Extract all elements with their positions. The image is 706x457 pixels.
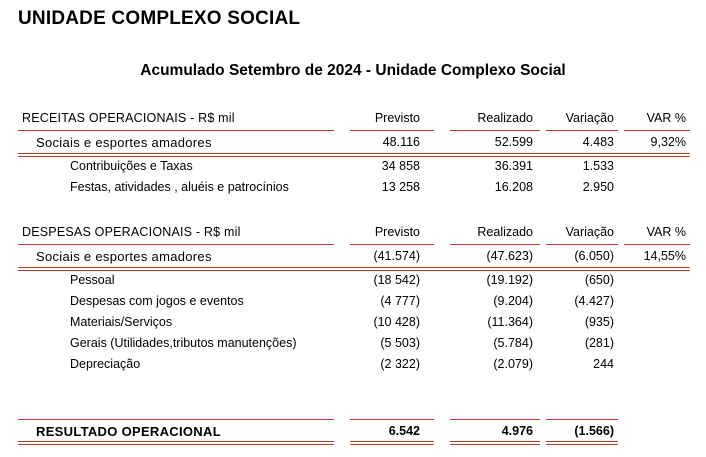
page-title: UNIDADE COMPLEXO SOCIAL xyxy=(18,8,301,29)
receitas-header-row xyxy=(0,111,706,129)
table-row xyxy=(0,315,706,333)
result-top-rule xyxy=(18,419,334,420)
previsto-value: 48.116 xyxy=(382,135,420,149)
variacao-value: 2.950 xyxy=(582,180,614,194)
result-top-rule xyxy=(350,419,434,420)
realizado-value: (2.079) xyxy=(493,357,533,371)
column-header-variacao: Variação xyxy=(565,225,614,239)
result-bottom-rule xyxy=(450,441,540,442)
result-bottom-rule xyxy=(350,444,434,445)
previsto-value: (41.574) xyxy=(373,249,420,263)
previsto-value: 6.542 xyxy=(388,424,420,438)
realizado-value: (11.364) xyxy=(487,315,533,329)
result-top-rule xyxy=(546,419,618,420)
despesas-section-title: DESPESAS OPERACIONAIS - R$ mil xyxy=(22,225,241,239)
table-row xyxy=(0,159,706,177)
header-rule xyxy=(18,244,334,245)
row-label: Contribuições e Taxas xyxy=(70,159,193,173)
var-pct-value: 9,32% xyxy=(650,135,686,149)
header-rule xyxy=(18,130,334,131)
header-rule xyxy=(350,130,434,131)
table-row xyxy=(0,294,706,312)
realizado-value: 52.599 xyxy=(494,135,533,149)
realizado-value: (19.192) xyxy=(486,273,533,287)
previsto-value: (10 428) xyxy=(373,315,420,329)
realizado-value: 36.391 xyxy=(494,159,533,173)
var-pct-value: 14,55% xyxy=(643,249,686,263)
receitas-total-row xyxy=(0,135,706,153)
result-bottom-rule xyxy=(546,444,618,445)
row-label: Materiais/Serviços xyxy=(70,315,173,329)
row-label: Despesas com jogos e eventos xyxy=(70,294,244,308)
report-title: Acumulado Setembro de 2024 - Unidade Complexo Social xyxy=(140,62,566,79)
row-label: Festas, atividades , aluéis e patrocínios xyxy=(70,180,289,194)
total-rule xyxy=(18,267,690,268)
header-rule xyxy=(450,244,540,245)
header-rule xyxy=(350,244,434,245)
header-rule xyxy=(450,130,540,131)
realizado-value: (5.784) xyxy=(493,336,533,350)
previsto-value: 13 258 xyxy=(381,180,420,194)
realizado-value: 4.976 xyxy=(501,424,533,438)
header-rule xyxy=(546,244,618,245)
despesas-total-row xyxy=(0,249,706,267)
column-header-realizado: Realizado xyxy=(477,111,533,125)
variacao-value: (281) xyxy=(584,336,614,350)
variacao-value: (6.050) xyxy=(574,249,614,263)
table-row xyxy=(0,273,706,291)
result-bottom-rule xyxy=(350,441,434,442)
table-row xyxy=(0,357,706,375)
header-rule xyxy=(624,130,690,131)
resultado-label: RESULTADO OPERACIONAL xyxy=(36,424,221,439)
previsto-value: (18 542) xyxy=(373,273,420,287)
column-header-var-pct: VAR % xyxy=(646,225,686,239)
table-row xyxy=(0,180,706,198)
previsto-value: (2 322) xyxy=(380,357,420,371)
result-bottom-rule xyxy=(450,444,540,445)
despesas-header-row xyxy=(0,225,706,243)
variacao-value: (650) xyxy=(584,273,614,287)
column-header-variacao: Variação xyxy=(565,111,614,125)
variacao-value: (935) xyxy=(584,315,614,329)
row-label: Pessoal xyxy=(70,273,115,287)
table-row xyxy=(0,336,706,354)
variacao-value: 244 xyxy=(593,357,614,371)
variacao-value: 4.483 xyxy=(582,135,614,149)
row-label: Sociais e esportes amadores xyxy=(36,135,212,150)
variacao-value: 1.533 xyxy=(582,159,614,173)
row-label: Gerais (Utilidades,tributos manutenções) xyxy=(70,336,297,350)
column-header-realizado: Realizado xyxy=(477,225,533,239)
total-rule xyxy=(18,156,690,157)
column-header-previsto: Previsto xyxy=(374,111,420,125)
row-label: Depreciação xyxy=(70,357,141,371)
realizado-value: (9.204) xyxy=(493,294,533,308)
header-rule xyxy=(624,244,690,245)
previsto-value: (4 777) xyxy=(380,294,420,308)
total-rule xyxy=(18,270,690,271)
variacao-value: (4.427) xyxy=(574,294,614,308)
previsto-value: 34 858 xyxy=(381,159,420,173)
column-header-previsto: Previsto xyxy=(374,225,420,239)
realizado-value: 16.208 xyxy=(494,180,533,194)
row-label: Sociais e esportes amadores xyxy=(36,249,212,264)
receitas-section-title: RECEITAS OPERACIONAIS - R$ mil xyxy=(22,111,235,125)
total-rule xyxy=(18,153,690,154)
result-bottom-rule xyxy=(18,441,334,442)
result-top-rule xyxy=(450,419,540,420)
variacao-value: (1.566) xyxy=(574,424,614,438)
result-bottom-rule xyxy=(18,444,334,445)
realizado-value: (47.623) xyxy=(486,249,533,263)
resultado-row xyxy=(0,424,706,442)
column-header-var-pct: VAR % xyxy=(646,111,686,125)
header-rule xyxy=(546,130,618,131)
result-bottom-rule xyxy=(546,441,618,442)
previsto-value: (5 503) xyxy=(380,336,420,350)
